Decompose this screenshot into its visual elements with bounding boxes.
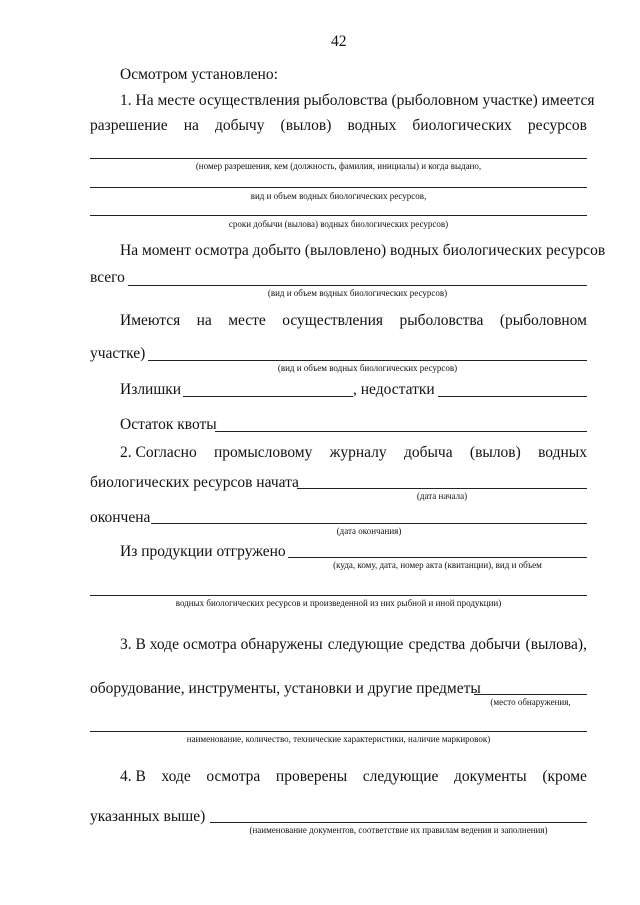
equipment-details-caption: наименование, количество, технические характеристики, наличие маркировок) [186, 734, 491, 744]
word: следующие [362, 768, 439, 785]
start-date-caption: (дата начала) [416, 491, 468, 501]
catch-period-field[interactable] [90, 215, 587, 216]
word: добыча [403, 444, 453, 461]
section3-line1 [120, 636, 587, 654]
word: осуществления [282, 312, 384, 329]
word: (кроме [542, 768, 587, 785]
word: месте [228, 312, 266, 329]
documents-caption: (наименование документов, соответствие их правилам ведения и заполнения) [249, 825, 548, 835]
permit-number-caption: (номер разрешения, кем (должность, фамилия, инициалы) и когда выдано, [195, 161, 482, 171]
word: (вылова), [525, 636, 587, 653]
word: средства [408, 636, 466, 653]
shipped-label: Из продукции отгружено [120, 543, 286, 560]
available-field[interactable] [148, 360, 587, 361]
word: журналу [329, 444, 387, 461]
word: проверены [275, 768, 348, 785]
shortage-label: , недостатки [353, 381, 435, 398]
shipped-details-field[interactable] [90, 595, 587, 596]
word: разрешение [90, 117, 168, 134]
shipped-caption: (куда, кому, дата, номер акта (квитанции), вид и объем [333, 560, 542, 570]
page-number: 42 [331, 33, 347, 50]
word: на [183, 117, 199, 134]
word: (рыболовном [499, 312, 587, 329]
permit-number-field[interactable] [90, 158, 587, 159]
word: 3. В ходе осмотра обнаружены [120, 636, 323, 653]
surplus-field[interactable] [183, 396, 353, 397]
word: промысловому [214, 444, 313, 461]
intro-text: Осмотром установлено: [120, 66, 278, 83]
section2-line1 [120, 444, 587, 462]
section4-line1 [120, 768, 587, 786]
catch-total-field[interactable] [128, 285, 587, 286]
equipment-place-field[interactable] [474, 694, 587, 695]
word: документы [454, 768, 527, 785]
start-date-label: биологических ресурсов начата [90, 474, 299, 491]
catch-period-caption: сроки добычи (вылова) водных биологических ресурсов) [228, 219, 449, 229]
species-volume-caption: вид и объем водных биологических ресурсов, [250, 191, 427, 201]
section1-line2 [90, 117, 587, 135]
quota-field[interactable] [215, 431, 587, 432]
species-volume-field[interactable] [90, 187, 587, 188]
documents-label: указанных выше) [90, 808, 206, 825]
end-date-caption: (дата окончания) [336, 526, 402, 536]
equipment-place-caption: (место обнаружения, [490, 697, 571, 707]
word: водных [347, 117, 397, 134]
catch-line1: На момент осмотра добыто (выловлено) водных биологических ресурсов [120, 242, 606, 259]
available-label: участке) [90, 345, 146, 362]
word: добычи [470, 636, 521, 653]
word: на [196, 312, 212, 329]
available-caption: (вид и объем водных биологических ресурсов) [277, 363, 458, 373]
word: 4. В [120, 768, 146, 785]
word: осмотра [206, 768, 261, 785]
word: следующие [327, 636, 404, 653]
shipped-details-caption: водных биологических ресурсов и произведенной из них рыбной и иной продукции) [175, 598, 502, 608]
section1-line1: 1. На месте осуществления рыболовства (рыболовном участке) имеется [120, 92, 595, 109]
equipment-details-field[interactable] [90, 731, 587, 732]
word: (вылов) [469, 444, 521, 461]
word: ресурсов [527, 117, 587, 134]
shortage-field[interactable] [438, 396, 587, 397]
word: рыболовства [399, 312, 484, 329]
equipment-label: оборудование, инструменты, установки и другие предметы [90, 680, 481, 697]
available-line1 [120, 312, 587, 330]
catch-total-label: всего [90, 269, 125, 286]
end-date-label: окончена [90, 509, 151, 526]
end-date-field[interactable] [151, 523, 587, 524]
surplus-label: Излишки [120, 381, 182, 398]
quota-label: Остаток квоты [120, 416, 217, 433]
shipped-field[interactable] [288, 557, 587, 558]
documents-field[interactable] [210, 822, 587, 823]
word: добычу [214, 117, 265, 134]
start-date-field[interactable] [297, 488, 587, 489]
word: Имеются [120, 312, 181, 329]
word: ходе [161, 768, 191, 785]
catch-total-caption: (вид и объем водных биологических ресурсов) [267, 288, 448, 298]
word: 2. Согласно [120, 444, 197, 461]
word: водных [538, 444, 587, 461]
word: (вылов) [280, 117, 332, 134]
word: биологических [412, 117, 512, 134]
